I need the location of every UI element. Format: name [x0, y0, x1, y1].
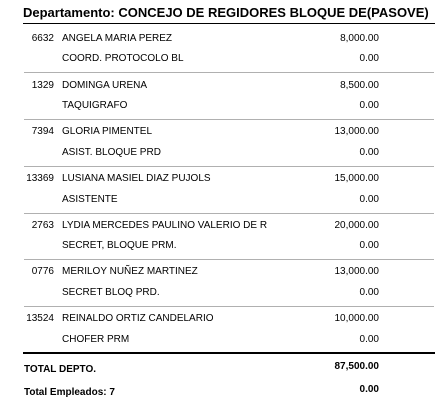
employee-code: 13369	[26, 173, 54, 184]
row-divider	[24, 166, 434, 167]
department-title	[23, 5, 429, 20]
employee-name: LYDIA MERCEDES PAULINO VALERIO DE R	[62, 220, 268, 231]
total-department-amount: 87,500.00	[334, 361, 379, 372]
employee-code: 13524	[26, 313, 54, 324]
employee-position: SECRET BLOQ PRD.	[62, 287, 160, 298]
employee-code: 7394	[31, 126, 54, 137]
employee-amount-secondary: 0.00	[359, 240, 379, 251]
employee-position: ASISTENTE	[62, 194, 118, 205]
employee-amount-secondary: 0.00	[359, 334, 379, 345]
employee-position: CHOFER PRM	[62, 334, 130, 345]
employee-name: LUSIANA MASIEL DIAZ PUJOLS	[62, 173, 211, 184]
department-label: Departamento:	[23, 5, 115, 20]
row-divider	[24, 119, 434, 120]
total-department-label: TOTAL DEPTO.	[24, 364, 97, 375]
row-divider	[24, 213, 434, 214]
employee-position: ASIST. BLOQUE PRD	[62, 147, 161, 158]
total-employees-label: Total Empleados: 7	[24, 387, 115, 398]
employee-position: TAQUIGRAFO	[62, 100, 128, 111]
employee-name: DOMINGA URENA	[62, 80, 148, 91]
row-divider	[24, 306, 434, 307]
employee-amount: 20,000.00	[334, 220, 379, 231]
row-divider	[24, 72, 434, 73]
employee-amount: 13,000.00	[334, 266, 379, 277]
row-divider	[24, 259, 434, 260]
header-divider	[23, 23, 435, 24]
employee-amount: 10,000.00	[334, 313, 379, 324]
employee-amount: 8,000.00	[340, 33, 379, 44]
employee-amount-secondary: 0.00	[359, 53, 379, 64]
employee-code: 6632	[31, 33, 54, 44]
employee-amount: 13,000.00	[334, 126, 379, 137]
employee-code: 0776	[31, 266, 54, 277]
employee-name: MERILOY NUÑEZ MARTINEZ	[62, 266, 198, 277]
employee-name: REINALDO ORTIZ CANDELARIO	[62, 313, 214, 324]
employee-code: 2763	[31, 220, 54, 231]
employee-amount-secondary: 0.00	[359, 147, 379, 158]
department-name: CONCEJO DE REGIDORES BLOQUE DE(PASOVE)	[118, 5, 429, 20]
employee-amount-secondary: 0.00	[359, 100, 379, 111]
employee-name: ANGELA MARIA PEREZ	[62, 33, 173, 44]
employee-position: SECRET, BLOQUE PRM.	[62, 240, 177, 251]
employee-amount-secondary: 0.00	[359, 194, 379, 205]
employee-amount: 15,000.00	[334, 173, 379, 184]
totals-divider	[23, 352, 435, 354]
employee-code: 1329	[31, 80, 54, 91]
employee-amount-secondary: 0.00	[359, 287, 379, 298]
employee-name: GLORIA PIMENTEL	[62, 126, 153, 137]
employee-amount: 8,500.00	[340, 80, 379, 91]
total-employees-amount: 0.00	[359, 384, 379, 395]
employee-position: COORD. PROTOCOLO BL	[62, 53, 184, 64]
